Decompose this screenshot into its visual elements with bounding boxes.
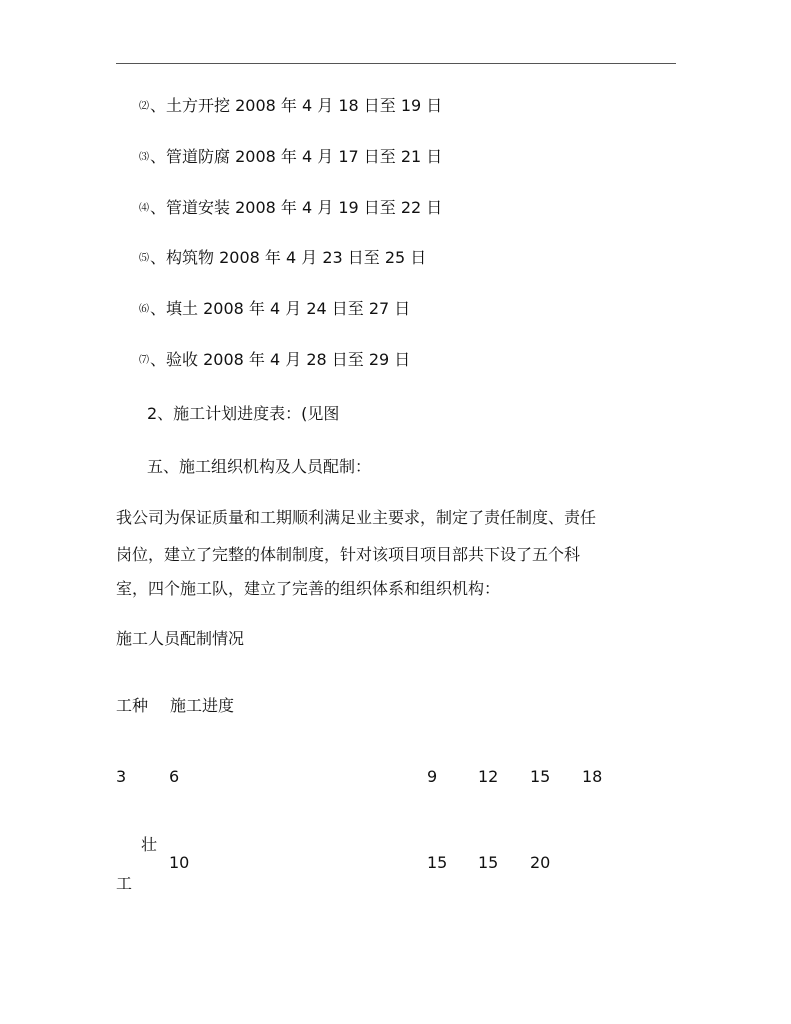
item-number: ⑶: [139, 152, 149, 163]
paragraph-line: 我公司为保证质量和工期顺利满足业主要求，制定了责任制度、责任: [116, 508, 597, 527]
worker-cell: 15: [427, 853, 448, 872]
section-heading: 五、施工组织机构及人员配制：: [147, 457, 372, 476]
header-rule: [116, 63, 676, 64]
item-number: ⑵: [139, 101, 149, 112]
schedule-item: [139, 248, 426, 271]
item-number: ⑹: [139, 304, 149, 315]
paragraph-line: 室，四个施工队，建立了完善的组织体系和组织机构：: [116, 579, 501, 598]
item-number: ⑺: [139, 355, 149, 366]
worker-label-bottom: 工: [116, 874, 133, 893]
plan-table-reference: 2、施工计划进度表：(见图: [147, 404, 340, 423]
table-header-progress: 施工进度: [170, 696, 235, 715]
worker-label-top: 壮: [141, 835, 158, 854]
progress-cell: 9: [427, 767, 438, 786]
paragraph-line: 岗位，建立了完整的体制制度，针对该项目项目部共下设了五个科: [116, 545, 581, 564]
progress-cell: 6: [169, 767, 180, 786]
item-number: ⑷: [139, 203, 149, 214]
schedule-item: [139, 96, 442, 119]
progress-cell: 3: [116, 767, 127, 786]
progress-cell: 18: [582, 767, 603, 786]
item-text: 、构筑物 2008 年 4 月 23 日至 25 日: [150, 248, 427, 267]
item-number: ⑸: [139, 253, 149, 264]
schedule-item: [139, 299, 410, 322]
item-text: 、管道防腐 2008 年 4 月 17 日至 21 日: [150, 147, 443, 166]
worker-cell: 15: [478, 853, 499, 872]
item-text: 、土方开挖 2008 年 4 月 18 日至 19 日: [150, 96, 443, 115]
worker-cell: 10: [169, 853, 190, 872]
staffing-title: 施工人员配制情况: [116, 629, 245, 648]
item-text: 、验收 2008 年 4 月 28 日至 29 日: [150, 350, 411, 369]
item-text: 、管道安装 2008 年 4 月 19 日至 22 日: [150, 198, 443, 217]
schedule-item: [139, 350, 410, 373]
item-text: 、填土 2008 年 4 月 24 日至 27 日: [150, 299, 411, 318]
progress-cell: 15: [530, 767, 551, 786]
schedule-item: [139, 147, 442, 170]
schedule-item: [139, 198, 442, 221]
progress-cell: 12: [478, 767, 499, 786]
worker-cell: 20: [530, 853, 551, 872]
table-header-trade: 工种: [116, 696, 149, 715]
